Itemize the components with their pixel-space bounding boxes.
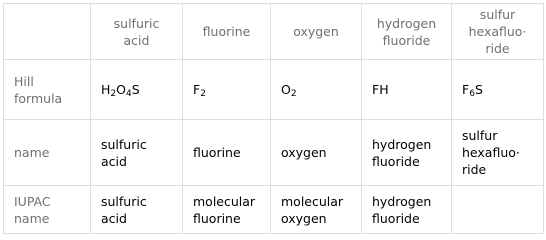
row-header: Hill formula <box>4 60 91 120</box>
column-header: fluorine <box>183 4 271 60</box>
row-header: name <box>4 120 91 186</box>
header-row <box>4 4 544 60</box>
formula-cell: FH <box>362 60 452 120</box>
name-cell: oxygen <box>271 120 362 186</box>
formula-subscript: 2 <box>290 89 297 99</box>
table-row-name <box>4 120 544 186</box>
name-cell: hydrogen fluoride <box>362 120 452 186</box>
compound-comparison-table <box>3 3 544 234</box>
formula-subscript: 2 <box>110 89 117 99</box>
iupac-cell: sulfuric acid <box>91 186 183 234</box>
formula-subscript: 4 <box>125 89 132 99</box>
iupac-cell: molecular fluorine <box>183 186 271 234</box>
iupac-cell-empty <box>452 186 544 234</box>
formula-cell: $H_2O_4S$ <box>91 60 183 120</box>
formula-subscript: 6 <box>469 89 475 99</box>
table-row-hill-formula <box>4 60 544 120</box>
name-cell: fluorine <box>183 120 271 186</box>
formula-subscript: 2 <box>200 89 206 99</box>
column-header: sulfur hexafluo· ride <box>452 4 544 60</box>
name-cell: sulfur hexafluo· ride <box>452 120 544 186</box>
table-row-iupac-name <box>4 186 544 234</box>
row-header: IUPAC name <box>4 186 91 234</box>
iupac-cell: hydrogen fluoride <box>362 186 452 234</box>
column-header: hydrogen fluoride <box>362 4 452 60</box>
formula-cell: $F_6S$ <box>452 60 544 120</box>
formula-cell: $O_2$ <box>271 60 362 120</box>
formula-cell: $F_2$ <box>183 60 271 120</box>
column-header: oxygen <box>271 4 362 60</box>
corner-cell <box>4 4 91 60</box>
iupac-cell: molecular oxygen <box>271 186 362 234</box>
column-header: sulfuric acid <box>91 4 183 60</box>
name-cell: sulfuric acid <box>91 120 183 186</box>
